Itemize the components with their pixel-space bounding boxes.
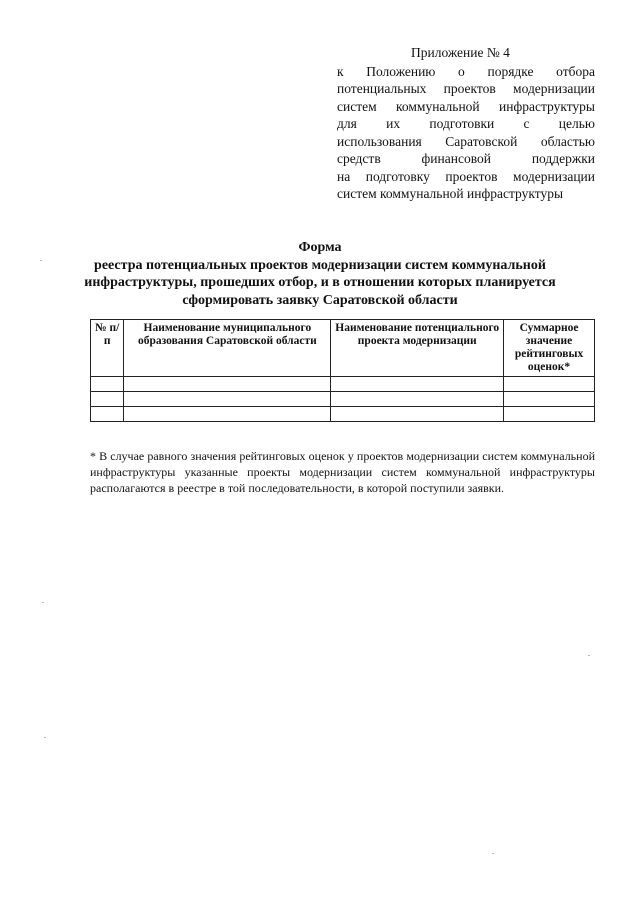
table-cell [91, 392, 124, 407]
table-row [91, 392, 595, 407]
form-title: Форма [298, 240, 342, 255]
appendix-line: использования Саратовской областью [337, 133, 595, 149]
appendix-line: средств финансовой поддержки [337, 151, 595, 166]
header-project-name: Наименование потенциального проекта модернизации [331, 320, 504, 377]
table-cell [91, 377, 124, 392]
appendix-line: систем коммунальной инфраструктуры [337, 186, 564, 201]
table-cell [331, 407, 504, 422]
table-header-row [91, 320, 595, 377]
table-cell [504, 392, 595, 407]
scan-speck [492, 853, 494, 854]
appendix-line: для их подготовки с целью [337, 116, 595, 131]
table-cell [91, 407, 124, 422]
appendix-line: на подготовку проектов модернизации [337, 168, 595, 184]
table-cell [331, 392, 504, 407]
appendix-line: к Положению о порядке отбора [337, 63, 595, 79]
table-cell [504, 377, 595, 392]
scan-speck [40, 260, 42, 261]
header-rating-total: Суммарное значение рейтинговых оценок* [504, 320, 595, 377]
scan-speck [42, 602, 44, 603]
table-cell [124, 377, 331, 392]
registry-table [90, 319, 595, 422]
header-municipality: Наименование муниципального образования Саратовской области [124, 320, 331, 377]
table-cell [504, 407, 595, 422]
appendix-block [337, 44, 595, 203]
form-heading [80, 239, 560, 309]
appendix-reference [337, 63, 595, 203]
scan-speck [588, 655, 590, 656]
scan-speck [44, 737, 46, 738]
table-row [91, 377, 595, 392]
table-cell [124, 407, 331, 422]
appendix-title: Приложение № 4 [411, 45, 510, 60]
footnote: * В случае равного значения рейтинговых оценок у проектов модернизации систем коммунальной инфраструктуры указанные проекты модернизации систем коммунальной инфраструктуры располагаются в реестре в той последовательности, в которой поступили заявки. [90, 449, 595, 495]
table-cell [124, 392, 331, 407]
table-cell [331, 377, 504, 392]
form-subtitle-line: инфраструктуры, прошедших отбор, и в отношении которых планируется [84, 275, 556, 290]
form-subtitle-line: реестра потенциальных проектов модернизации систем коммунальной [94, 257, 546, 273]
form-subtitle-line: сформировать заявку Саратовской области [182, 292, 458, 308]
table-row [91, 407, 595, 422]
header-number: № п/п [91, 320, 124, 377]
appendix-line: потенциальных проектов модернизации [337, 81, 595, 96]
appendix-line: систем коммунальной инфраструктуры [337, 98, 595, 114]
